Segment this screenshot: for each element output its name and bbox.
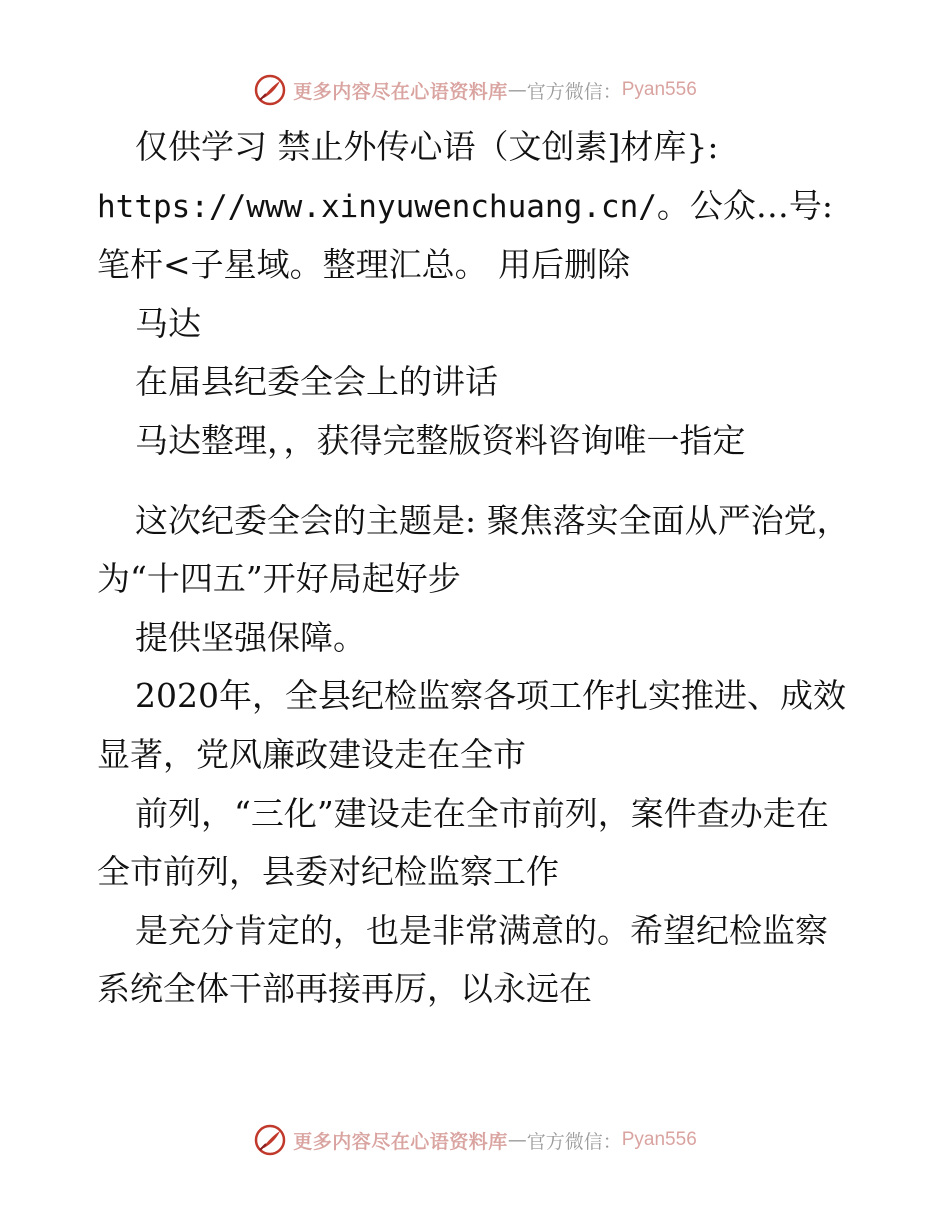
- body-paragraph-2-line-1: 2020年，全县纪检监察各项工作扎实推进、成效显著，党风廉政建设走在全市: [97, 676, 846, 774]
- feather-pen-logo-icon: [253, 1123, 287, 1157]
- watermark-wechat-id: Pyan556: [621, 79, 697, 100]
- body-paragraph-2-line-3: 是充分肯定的，也是非常满意的。希望纪检监察系统全体干部再接再厉，以永远在: [97, 910, 828, 1009]
- feather-pen-logo-icon: [253, 73, 287, 107]
- notice-paragraph: [97, 118, 857, 295]
- paragraph-gap: [97, 471, 857, 492]
- watermark-wechat-label: 官方微信：: [526, 80, 622, 103]
- watermark-separator: —: [507, 79, 527, 101]
- footer-watermark: [0, 1120, 950, 1160]
- notice-text-2: 。公众…号: 笔杆<子星域。整理汇总。 用后删除: [97, 185, 834, 285]
- body-paragraph-1-line-2: 提供坚强保障。: [135, 617, 366, 657]
- source-line: 马达整理，，获得完整版资料咨询唯一指定: [135, 420, 746, 460]
- header-watermark: [0, 70, 950, 110]
- speech-title: 在届县纪委全会上的讲话: [135, 362, 498, 402]
- author-line: 马达: [135, 303, 201, 343]
- notice-text-1: 仅供学习 禁止外传心语（文创素]材库}:: [135, 127, 719, 166]
- watermark-text: 更多内容尽在心语资料库: [293, 1130, 508, 1153]
- body-paragraph-1-line-1: 这次纪委全会的主题是: 聚焦落实全面从严治党，为“十四五”开好局起好步: [97, 500, 850, 599]
- body-paragraph-2-line-2: 前列，“三化”建设走在全市前列，案件查办走在全市前列，县委对纪检监察工作: [97, 793, 829, 892]
- notice-url: https://www.xinyuwenchuang.cn/: [97, 188, 657, 225]
- watermark-text: 更多内容尽在心语资料库: [293, 80, 508, 103]
- watermark-separator: —: [507, 1129, 527, 1151]
- watermark-wechat-label: 官方微信：: [526, 1130, 622, 1153]
- document-body: [97, 118, 857, 1019]
- watermark-wechat-id: Pyan556: [621, 1129, 697, 1150]
